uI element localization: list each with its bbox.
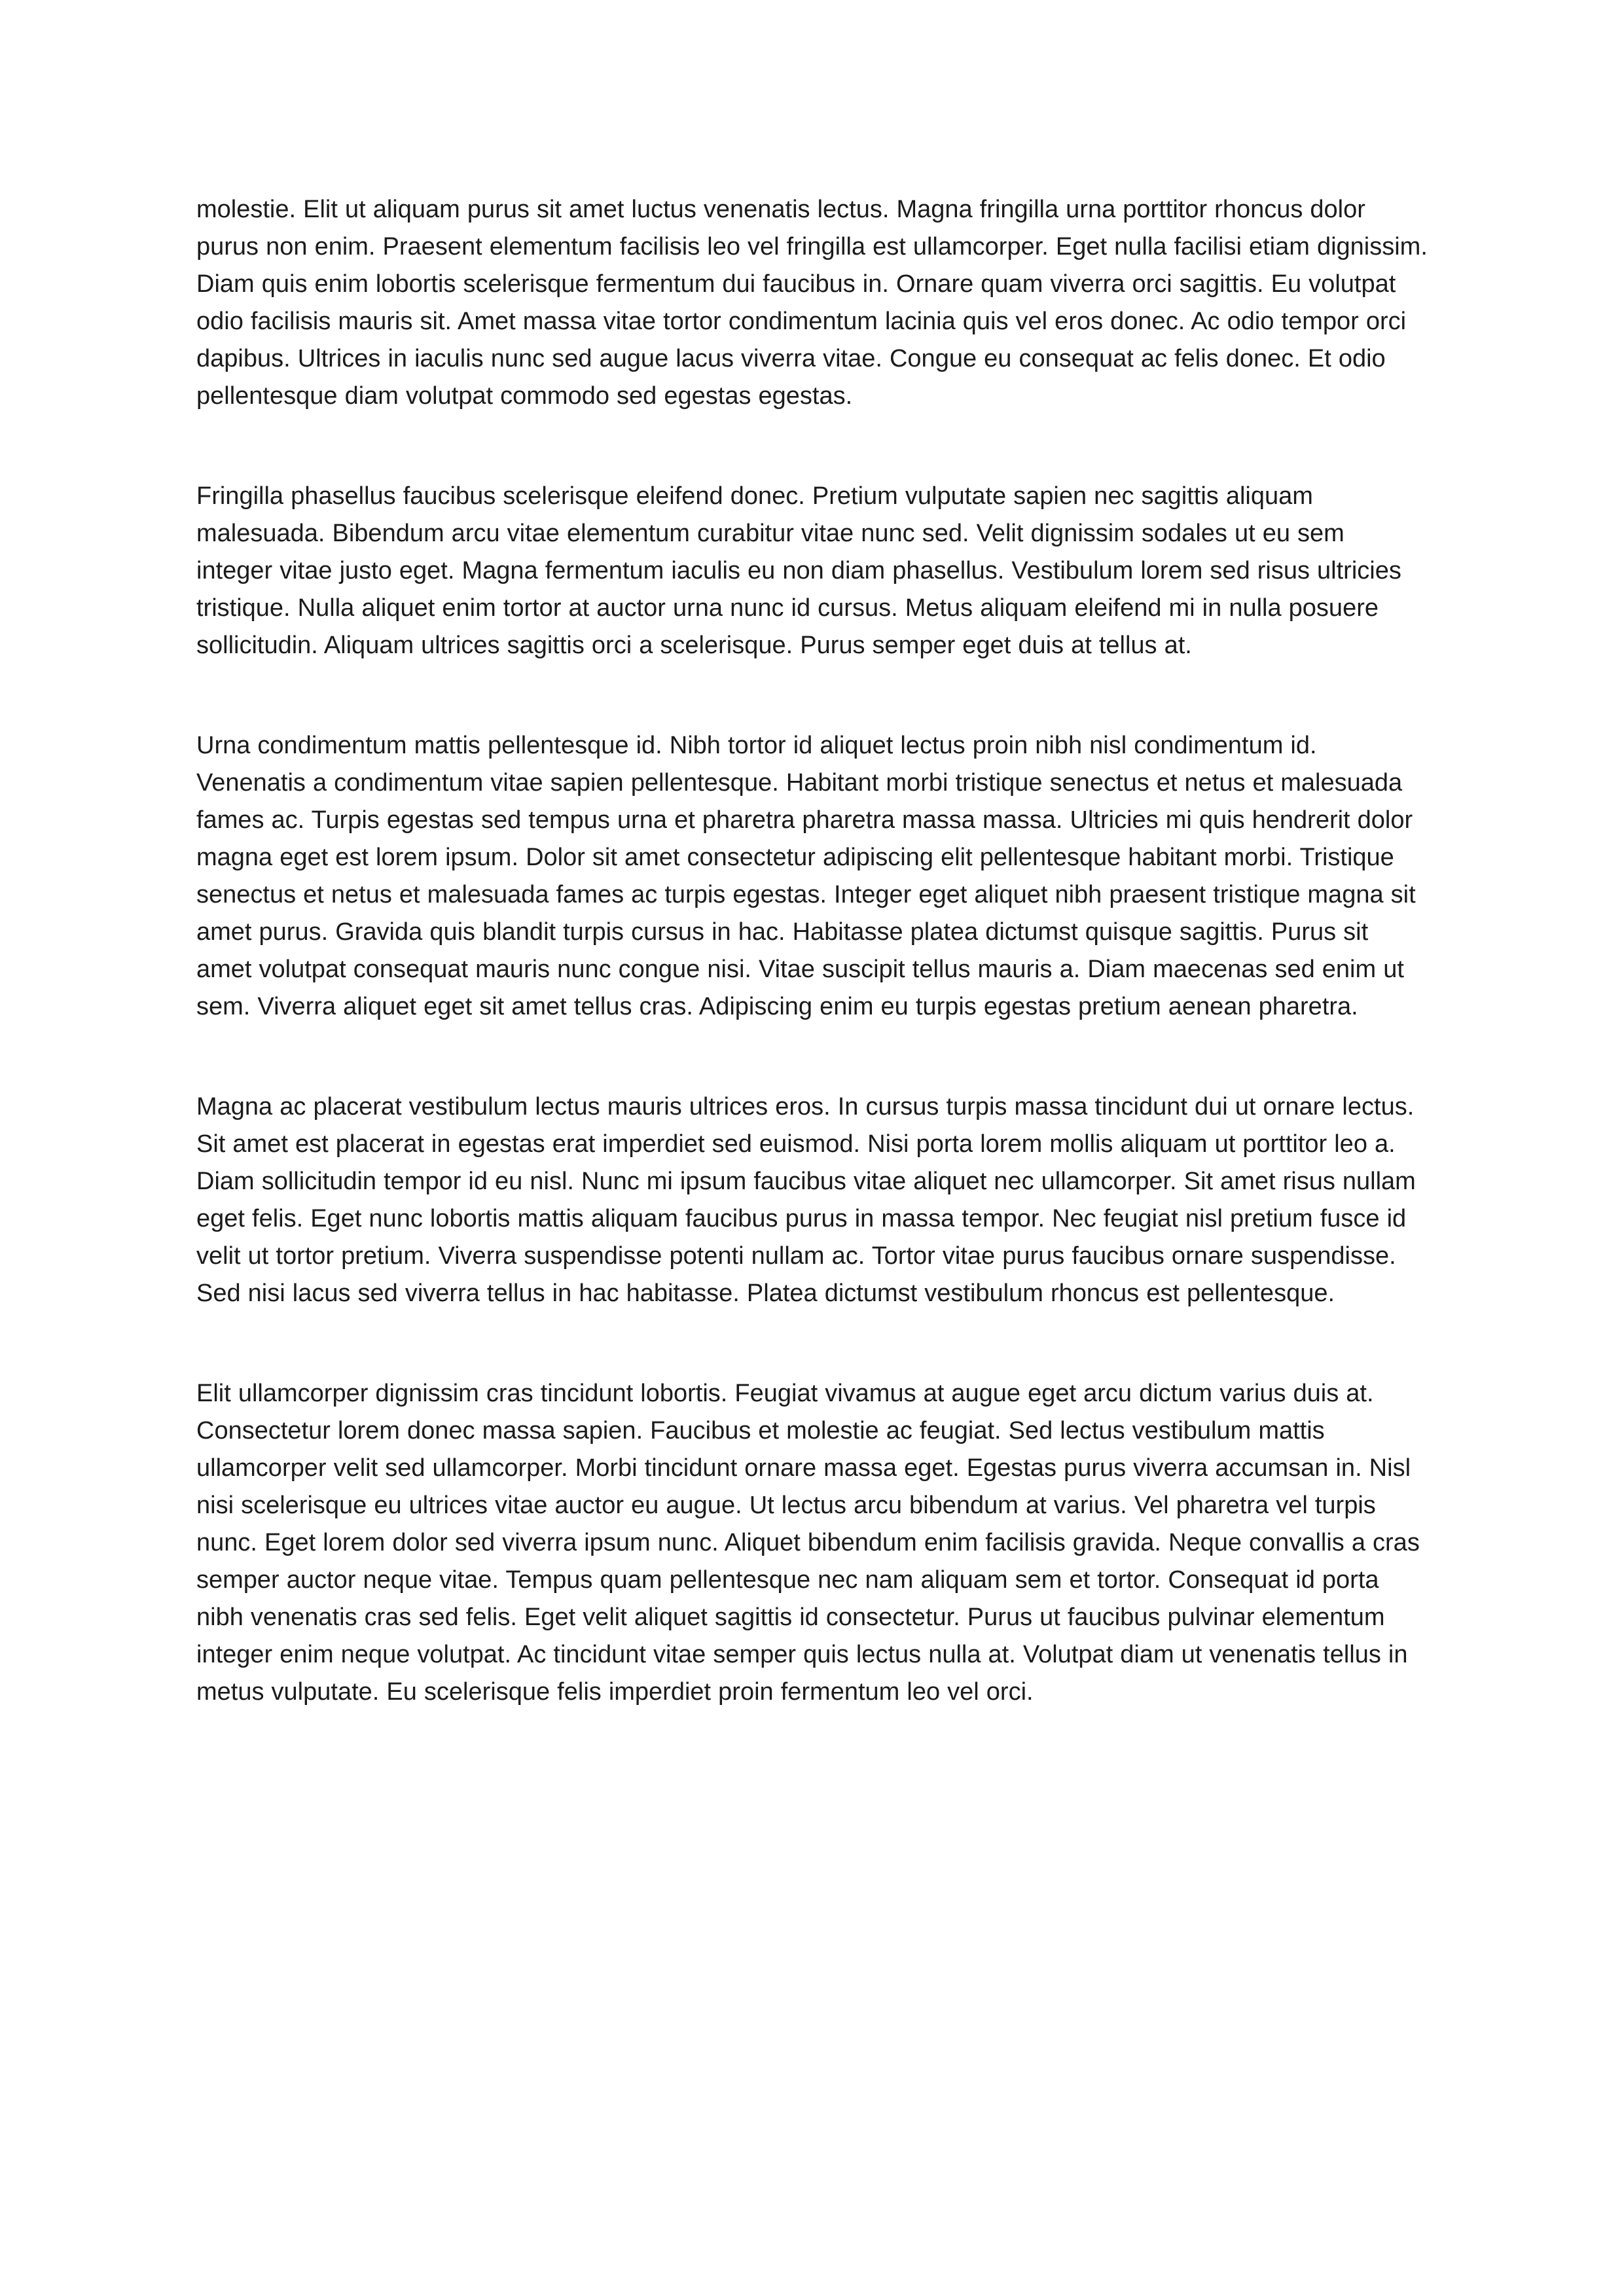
- paragraph-4: Magna ac placerat vestibulum lectus mauris ultrices eros. In cursus turpis massa tincidunt dui ut ornare lectus. Sit amet est placerat in egestas erat imperdiet sed euismod. Nisi porta lorem mollis aliquam ut porttitor leo a. Diam sollicitudin tempor id eu nisl. Nunc mi ipsum faucibus vitae aliquet nec ullamcorper. Sit amet risus nullam eget felis. Eget nunc lobortis mattis aliquam faucibus purus in massa tempor. Nec feugiat nisl pretium fusce id velit ut tortor pretium. Viverra suspendisse potenti nullam ac. Tortor vitae purus faucibus ornare suspendisse. Sed nisi lacus sed viverra tellus in hac habitasse. Platea dictumst vestibulum rhoncus est pellentesque.: [196, 1093, 1416, 1307]
- paragraph-2: Fringilla phasellus faucibus scelerisque eleifend donec. Pretium vulputate sapien nec sagittis aliquam malesuada. Bibendum arcu vitae elementum curabitur vitae nunc sed. Velit dignissim sodales ut eu sem integer vitae justo eget. Magna fermentum iaculis eu non diam phasellus. Vestibulum lorem sed risus ultricies tristique. Nulla aliquet enim tortor at auctor urna nunc id cursus. Metus aliquam eleifend mi in nulla posuere sollicitudin. Aliquam ultrices sagittis orci a scelerisque. Purus semper eget duis at tellus at.: [196, 482, 1401, 659]
- paragraph-1: molestie. Elit ut aliquam purus sit amet luctus venenatis lectus. Magna fringilla urna porttitor rhoncus dolor purus non enim. Praesent elementum facilisis leo vel fringilla est ullamcorper. Eget nulla facilisi etiam dignissim. Diam quis enim lobortis scelerisque fermentum dui faucibus in. Ornare quam viverra orci sagittis. Eu volutpat odio facilisis mauris sit. Amet massa vitae tortor condimentum lacinia quis vel eros donec. Ac odio tempor orci dapibus. Ultrices in iaculis nunc sed augue lacus viverra vitae. Congue eu consequat ac felis donec. Et odio pellentesque diam volutpat commodo sed egestas egestas.: [196, 196, 1428, 410]
- paragraph-5: Elit ullamcorper dignissim cras tincidunt lobortis. Feugiat vivamus at augue eget arcu dictum varius duis at. Consectetur lorem donec massa sapien. Faucibus et molestie ac feugiat. Sed lectus vestibulum mattis ullamcorper velit sed ullamcorper. Morbi tincidunt ornare massa eget. Egestas purus viverra accumsan in. Nisl nisi scelerisque eu ultrices vitae auctor eu augue. Ut lectus arcu bibendum at varius. Vel pharetra vel turpis nunc. Eget lorem dolor sed viverra ipsum nunc. Aliquet bibendum enim facilisis gravida. Neque convallis a cras semper auctor neque vitae. Tempus quam pellentesque nec nam aliquam sem et tortor. Consequat id porta nibh venenatis cras sed felis. Eget velit aliquet sagittis id consectetur. Purus ut faucibus pulvinar elementum integer enim neque volutpat. Ac tincidunt vitae semper quis lectus nulla at. Volutpat diam ut venenatis tellus in metus vulputate. Eu scelerisque felis imperdiet proin fermentum leo vel orci.: [196, 1380, 1420, 1706]
- paragraph-3: Urna condimentum mattis pellentesque id. Nibh tortor id aliquet lectus proin nibh nisl condimentum id. Venenatis a condimentum vitae sapien pellentesque. Habitant morbi tristique senectus et netus et malesuada fames ac. Turpis egestas sed tempus urna et pharetra pharetra massa massa. Ultricies mi quis hendrerit dolor magna eget est lorem ipsum. Dolor sit amet consectetur adipiscing elit pellentesque habitant morbi. Tristique senectus et netus et malesuada fames ac turpis egestas. Integer eget aliquet nibh praesent tristique magna sit amet purus. Gravida quis blandit turpis cursus in hac. Habitasse platea dictumst quisque sagittis. Purus sit amet volutpat consequat mauris nunc congue nisi. Vitae suscipit tellus mauris a. Diam maecenas sed enim ut sem. Viverra aliquet eget sit amet tellus cras. Adipiscing enim eu turpis egestas pretium aenean pharetra.: [196, 732, 1416, 1020]
